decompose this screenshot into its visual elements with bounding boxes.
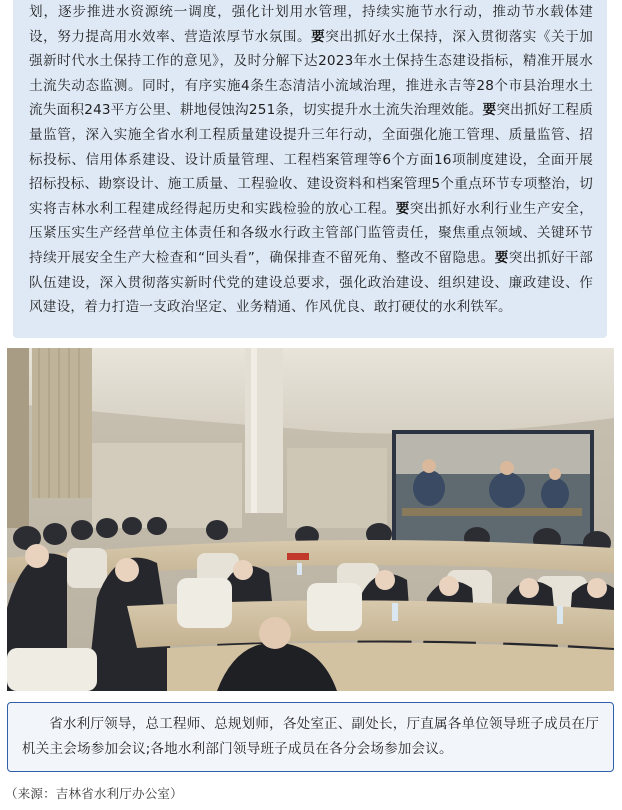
paragraph-part-5: 突出抓好干部队伍建设，深入贯彻落实新时代党的建设总要求，强化政治建设、组织建设、廉政建设、作风建设，着力打造一支政治坚定、业务精通、作风优良、敢打硬仗的水利铁军。 <box>29 249 594 316</box>
paragraph-part-1: 划，逐步推进水资源统一调度，强化计划用水管理，持续实施节水行动，推动节水载体建设，努力提高用水效率、营造浓厚节水氛围。 <box>29 4 593 45</box>
meeting-photo <box>7 348 614 691</box>
photo-caption-card <box>7 702 614 772</box>
lead-word-2: 要 <box>311 28 326 45</box>
paragraph-part-2: 突出抓好水土保持，深入贯彻落实《关于加强新时代水土保持工作的意见》，及时分解下达2023年水土保持生态建设指标，精准开展水土流失动态监测。同时，有序实施4条生态清洁小流域治理，推进永吉等28个市县治理水土流失面积243平方公里、耕地侵蚀沟251条，切实提升水土流失治理效能。 <box>29 28 593 119</box>
lead-word-4: 要 <box>395 200 410 217</box>
meeting-photo-illustration <box>7 348 614 691</box>
paragraph-part-3: 突出抓好工程质量监管，深入实施全省水利工程质量建设提升三年行动，全面强化施工管理、质量监管、招标投标、信用体系建设、设计质量管理、工程档案管理等6个方面16项制度建设，全面开展招标投标、勘察设计、施工质量、工程验收、建设资料和档案管理5个重点环节专项整治，切实将吉林水利工程建成经得起历史和实践检验的放心工程。 <box>29 102 593 217</box>
article-paragraph <box>29 0 593 320</box>
paragraph-part-4: 突出抓好水利行业生产安全，压紧压实生产经营单位主体责任和各级水行政主管部门监管责任，聚焦重点领域、关键环节持续开展安全生产大检查和“回头看”，确保排查不留死角、整改不留隐患。 <box>29 200 593 266</box>
lead-word-3: 要 <box>482 102 497 119</box>
article-text-card <box>13 0 607 338</box>
article-source: （来源：吉林省水利厅办公室） <box>5 786 183 801</box>
photo-caption: 省水利厅领导，总工程师、总规划师，各处室正、副处长，厅直属各单位领导班子成员在厅机关主会场参加会议;各地水利部门领导班子成员在各分会场参加会议。 <box>22 716 599 757</box>
lead-word-5: 要 <box>494 249 509 266</box>
